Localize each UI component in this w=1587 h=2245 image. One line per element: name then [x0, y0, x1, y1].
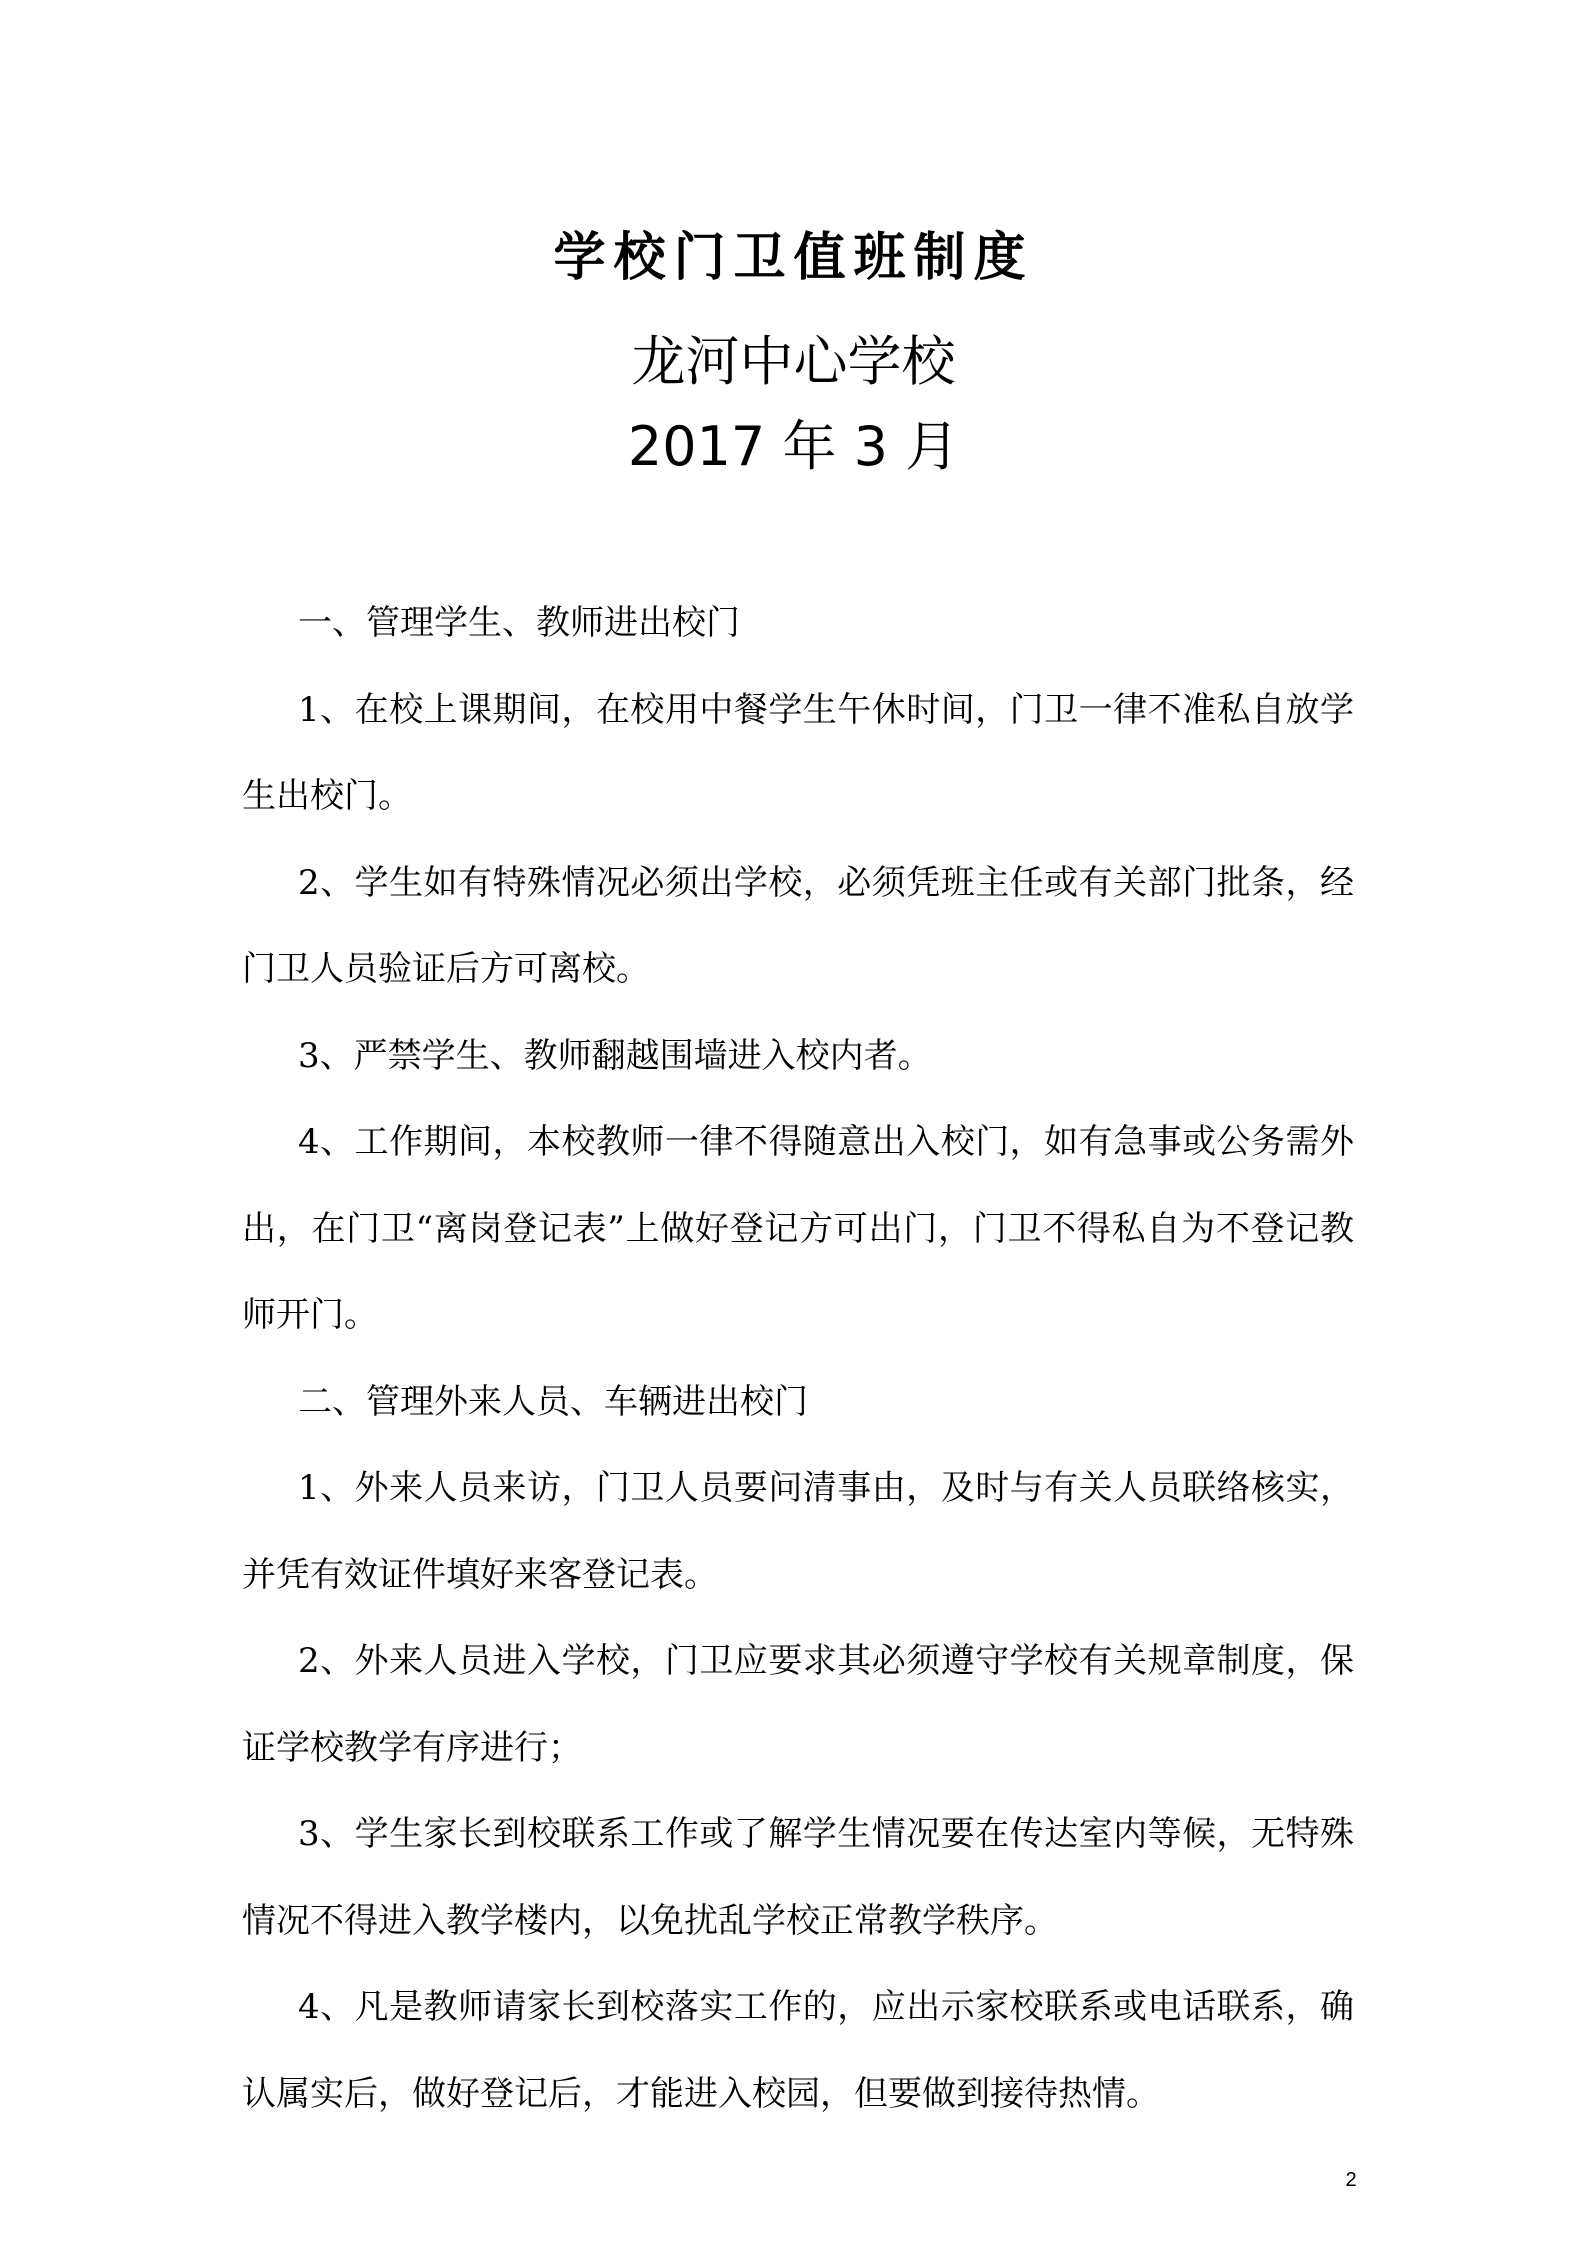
document-title: 学校门卫值班制度 — [553, 227, 1034, 288]
paragraph: 1、外来人员来访，门卫人员要问清事由，及时与有关人员联络核实，并凭有效证件填好来客登记表。 — [242, 1468, 1354, 1595]
document-date: 2017 年 3 月 — [627, 415, 960, 478]
document-body — [242, 580, 1354, 2137]
paragraph: 3、严禁学生、教师翻越围墙进入校内者。 — [298, 1035, 932, 1076]
page-number: 2 — [1345, 2169, 1357, 2191]
section-heading: 一、管理学生、教师进出校门 — [298, 603, 740, 643]
paragraph: 1、在校上课期间，在校用中餐学生午休时间，门卫一律不准私自放学生出校门。 — [242, 689, 1354, 816]
paragraph: 4、凡是教师请家长到校落实工作的，应出示家校联系或电话联系，确认属实后，做好登记后，才能进入校园，但要做到接待热情。 — [242, 1987, 1354, 2114]
paragraph: 3、学生家长到校联系工作或了解学生情况要在传达室内等候，无特殊情况不得进入教学楼内，以免扰乱学校正常教学秩序。 — [242, 1814, 1354, 1941]
paragraph: 2、学生如有特殊情况必须出学校，必须凭班主任或有关部门批条，经门卫人员验证后方可离校。 — [242, 862, 1354, 989]
paragraph: 4、工作期间，本校教师一律不得随意出入校门，如有急事或公务需外出，在门卫“离岗登记表”上做好登记方可出门，门卫不得私自为不登记教师开门。 — [242, 1122, 1354, 1335]
organization-name: 龙河中心学校 — [631, 330, 956, 393]
section-heading: 二、管理外来人员、车辆进出校门 — [298, 1381, 808, 1422]
paragraph: 2、外来人员进入学校，门卫应要求其必须遵守学校有关规章制度，保证学校教学有序进行； — [242, 1641, 1354, 1768]
